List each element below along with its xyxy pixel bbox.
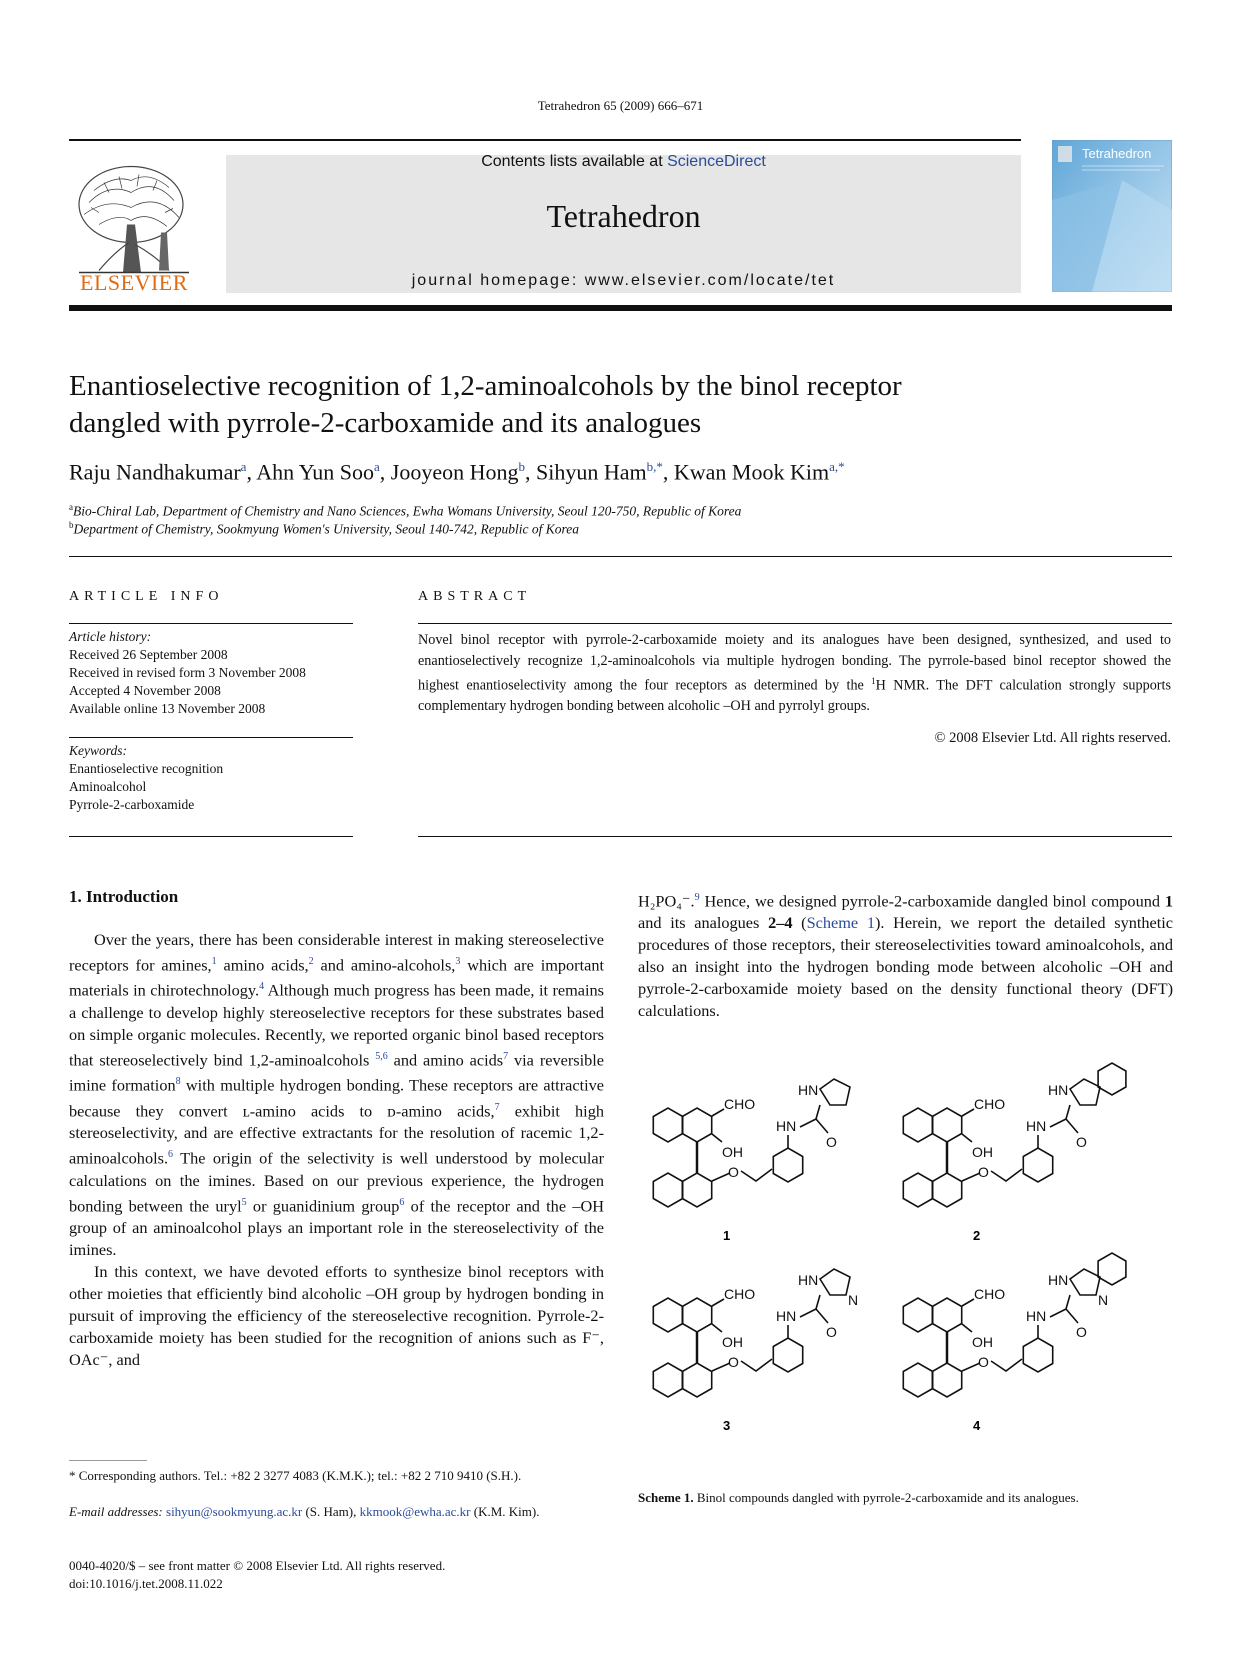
hn-label: HN	[798, 1082, 819, 1098]
compound-structure	[903, 1063, 1126, 1243]
abstract-copyright: © 2008 Elsevier Ltd. All rights reserved.	[934, 730, 1171, 746]
intro-paragraph-2-continued: H₂PO₄⁻.$^9$ Hence, we designed pyrrole-2-carboxamide dangled binol compound 1 and its analogues 2–4 (Scheme 1). Herein, we report the detailed synthetic procedures of those receptors, their stereoselectivities toward aminoalcohols, and also an insight into the hydrogen bonding mode between alcoholic –OH and pyrrole-2-carboxamide moiety based on the density functional theory (DFT) calculations.	[638, 891, 1174, 1021]
keywords-block	[69, 742, 354, 814]
intro-left-column	[69, 929, 604, 1371]
abstract-sup: 1	[871, 676, 876, 686]
hn-label: HN	[776, 1118, 797, 1134]
corresponding-footnote: * Corresponding authors. Tel.: +82 2 3277 4083 (K.M.K.); tel.: +82 2 710 9410 (S.H.).	[69, 1468, 522, 1483]
article-title-line-2: dangled with pyrrole-2-carboxamide and its analogues	[69, 407, 702, 439]
author-affil-mark[interactable]: a	[240, 459, 247, 474]
article-info-heading: ARTICLE INFO	[69, 589, 224, 604]
author-affil-mark[interactable]: a,*	[829, 459, 845, 474]
header-rule	[69, 139, 1021, 141]
sciencedirect-link[interactable]: ScienceDirect	[667, 153, 766, 170]
oh-label: OH	[972, 1144, 993, 1160]
compound-structure	[903, 1253, 1126, 1433]
article-title-line-1: Enantioselective recognition of 1,2-aminoalcohols by the binol receptor	[69, 370, 902, 402]
keyword: Pyrrole-2-carboxamide	[69, 797, 195, 812]
hn-label: HN	[1048, 1272, 1069, 1288]
o-label: O	[826, 1324, 837, 1340]
compound-structure	[653, 1269, 858, 1433]
section-heading-introduction: 1. Introduction	[69, 887, 179, 906]
article-history	[69, 628, 354, 718]
info-bottom-rule	[69, 836, 353, 837]
author-name: , Ahn Yun Soo	[246, 459, 374, 485]
keyword: Aminoalcohol	[69, 779, 147, 794]
o-label: O	[826, 1134, 837, 1150]
abstract-bottom-rule	[418, 836, 1172, 837]
keywords-label: Keywords:	[69, 743, 127, 758]
compound-number: 3	[723, 1418, 731, 1433]
author-name: , Jooyeon Hong	[379, 459, 519, 485]
oh-label: OH	[722, 1144, 743, 1160]
compound-structure	[653, 1079, 850, 1243]
issn-line: 0040-4020/$ – see front matter © 2008 Elsevier Ltd. All rights reserved.	[69, 1558, 446, 1573]
received-date: Received 26 September 2008	[69, 647, 228, 662]
abstract-part: Novel binol receptor with pyrrole-2-carboxamide moiety and its analogues have been designed, synthesized, and used to enantioselectively recognize 1,2-aminoalcohols via multiple hydrogen bonding. The pyrrole-based binol receptor showed the highest enantioselectivity among the four receptors as determined by the	[418, 632, 1171, 694]
author-list	[69, 459, 1169, 485]
citation-ref[interactable]: 7	[494, 1101, 500, 1113]
scheme-1-figure	[638, 1060, 1173, 1480]
o-label: O	[728, 1164, 739, 1180]
author-name: , Sihyun Ham	[525, 459, 647, 485]
affiliation-b: $^b$Department of Chemistry, Sookmyung Women's University, Seoul 140-742, Republic of Korea	[69, 520, 579, 537]
abstract-heading: ABSTRACT	[418, 589, 532, 604]
email-link[interactable]: sihyun@sookmyung.ac.kr	[166, 1504, 303, 1519]
cover-title: Tetrahedron	[1082, 146, 1152, 161]
citation-ref[interactable]: 7	[503, 1050, 509, 1062]
citation-ref[interactable]: 8	[175, 1076, 181, 1088]
affiliation-a-text: Bio-Chiral Lab, Department of Chemistry and Nano Sciences, Ewha Womans University, Seoul 120-750, Republic of Korea	[73, 503, 742, 519]
cho-label: CHO	[724, 1096, 756, 1112]
o-label: O	[978, 1354, 989, 1370]
author-name: Raju Nandhakumar	[69, 459, 241, 485]
citation-ref[interactable]: 3	[455, 956, 461, 967]
compound-number: 1	[723, 1228, 731, 1243]
cho-label: CHO	[724, 1286, 756, 1302]
citation-ref[interactable]: 6	[399, 1196, 405, 1208]
abstract-part: H NMR. The DFT calculation strongly supports complementary hydrogen bonding between alcoholic –OH and pyrrolyl groups.	[418, 677, 1171, 715]
caption-text: Binol compounds dangled with pyrrole-2-carboxamide and its analogues.	[693, 1490, 1079, 1505]
journal-cover-image	[1052, 140, 1172, 292]
compound-number: 4	[973, 1418, 981, 1433]
n-label: N	[848, 1292, 859, 1308]
hn-label: HN	[798, 1272, 819, 1288]
oh-label: OH	[972, 1334, 993, 1350]
email-label: E-mail addresses:	[69, 1504, 167, 1519]
o-label: O	[978, 1164, 989, 1180]
contents-prefix: Contents lists available at	[481, 153, 668, 170]
keywords-rule	[69, 737, 353, 738]
affiliation-a: $^a$Bio-Chiral Lab, Department of Chemistry and Nano Sciences, Ewha Womans University, Seoul 120-750, Republic of Korea	[69, 502, 742, 519]
cho-label: CHO	[974, 1286, 1006, 1302]
article-title	[69, 368, 1169, 442]
compound-ref: 1	[1164, 891, 1173, 911]
history-label: Article history:	[69, 629, 152, 644]
intro-right-column	[638, 887, 1173, 1022]
revised-date: Received in revised form 3 November 2008	[69, 665, 306, 680]
n-label: N	[1098, 1292, 1109, 1308]
online-date: Available online 13 November 2008	[69, 701, 266, 716]
author-affil-mark[interactable]: a	[374, 459, 380, 474]
compound-ref: 2–4	[768, 913, 793, 933]
doi-line[interactable]: doi:10.1016/j.tet.2008.11.022	[69, 1576, 223, 1591]
citation-ref[interactable]: 5	[241, 1196, 247, 1208]
caption-label: Scheme 1.	[638, 1490, 694, 1505]
journal-homepage-link[interactable]: journal homepage: www.elsevier.com/locate/tet	[411, 272, 836, 289]
hn-label: HN	[1048, 1082, 1069, 1098]
contents-line	[226, 153, 1021, 171]
citation-ref[interactable]: 5,6	[375, 1050, 388, 1062]
o-label: O	[728, 1354, 739, 1370]
info-rule	[69, 623, 353, 624]
accepted-date: Accepted 4 November 2008	[69, 683, 221, 698]
citation-ref[interactable]: 1	[211, 956, 217, 967]
journal-title: Tetrahedron	[546, 198, 701, 234]
affil-rule	[69, 556, 1172, 557]
intro-paragraph-2: In this context, we have devoted efforts to synthesize binol receptors with other moieties that efficiently bind alcoholic –OH group by hydrogen bonding in pursuit of improving the efficiency of the stereoselective recognition. Pyrrole-2-carboxamide moiety has been studied for the recognition of anions such as F⁻, OAc⁻, and	[69, 1261, 604, 1369]
email-footnote: E-mail addresses: sihyun@sookmyung.ac.kr (S. Ham), kkmook@ewha.ac.kr (K.M. Kim).	[69, 1504, 540, 1519]
keyword: Enantioselective recognition	[69, 761, 224, 776]
author-name: , Kwan Mook Kim	[662, 459, 830, 485]
abstract-text	[418, 630, 1171, 717]
citation-ref[interactable]: 4	[259, 981, 265, 993]
scheme-1-caption	[638, 1490, 1173, 1506]
oh-label: OH	[722, 1334, 743, 1350]
citation-ref[interactable]: 9	[694, 892, 700, 903]
author-affil-mark[interactable]: b	[518, 459, 525, 474]
compound-number: 2	[973, 1228, 981, 1243]
author-affil-mark[interactable]: b,*	[646, 459, 663, 474]
hn-label: HN	[1026, 1308, 1047, 1324]
header-thick-rule	[69, 305, 1172, 311]
journal-citation: Tetrahedron 65 (2009) 666–671	[537, 98, 704, 113]
citation-ref[interactable]: 2	[308, 956, 314, 967]
publisher-name: ELSEVIER	[80, 270, 188, 295]
affiliation-b-text: Department of Chemistry, Sookmyung Women's University, Seoul 140-742, Republic of Korea	[73, 521, 579, 537]
scheme-link[interactable]: Scheme 1	[806, 913, 875, 933]
o-label: O	[1076, 1134, 1087, 1150]
citation-ref[interactable]: 6	[168, 1149, 174, 1161]
hn-label: HN	[1026, 1118, 1047, 1134]
footnote-rule	[69, 1460, 147, 1461]
cho-label: CHO	[974, 1096, 1006, 1112]
intro-paragraph-1: Over the years, there has been considerable interest in making stereoselective receptors for amines,$^1$ amino acids,$^2$ and amino-alcohols,$^3$ which are important materials in chirotechnology.$^4$ Although much progress has been made, it remains a challenge to develop highly stereoselective receptors for these substrates based on simple organic molecules. Recently, we reported organic binol based receptors that stereoselectively bind 1,2-aminoalcohols $^{5,6}$ and amino acids$^7$ via reversible imine formation$^8$ with multiple hydrogen bonding. These receptors are attractive because they convert ʟ-amino acids to ᴅ-amino acids,$^7$ exhibit high stereoselectivity, and are effective extractants for the resolution of racemic 1,2-aminoalcohols.$^6$ The origin of the selectivity is well understood by molecular calculations on the imines. Based on our previous experience, the hydrogen bonding between the uryl$^5$ or guanidinium group$^6$ of the receptor and the –OH group of an aminoalcohol plays an important role in the stereoselectivity of the imines.	[69, 930, 605, 1259]
hn-label: HN	[776, 1308, 797, 1324]
abstract-rule	[418, 623, 1172, 624]
email-link[interactable]: kkmook@ewha.ac.kr	[359, 1504, 471, 1519]
o-label: O	[1076, 1324, 1087, 1340]
